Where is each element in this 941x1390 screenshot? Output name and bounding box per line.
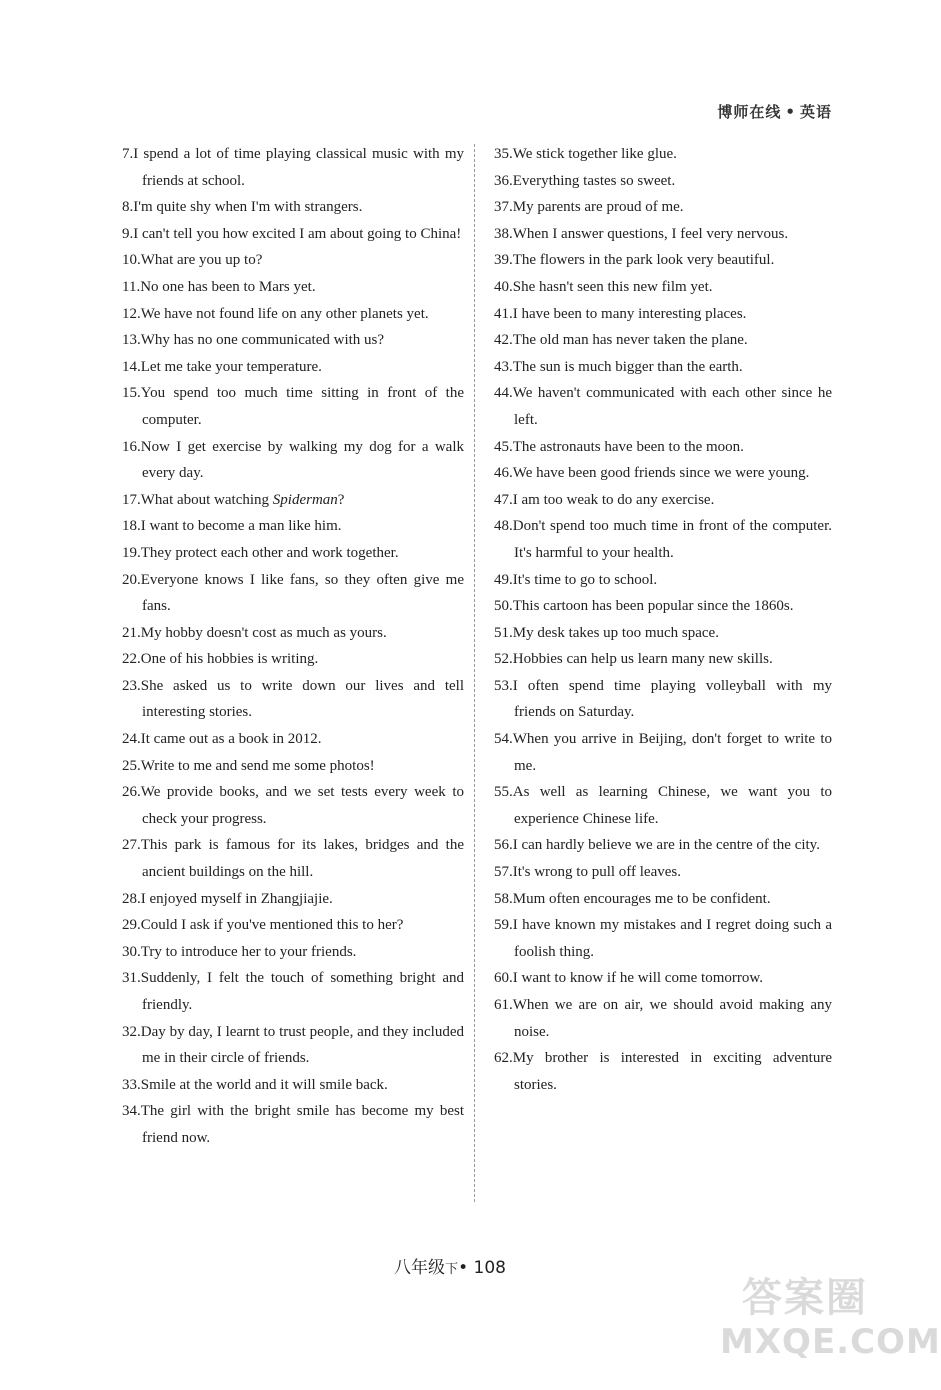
answer-item — [122, 327, 464, 354]
answer-number: 15. — [122, 385, 141, 402]
answer-text: When I answer questions, I feel very nervous. — [512, 225, 789, 242]
answer-item — [494, 886, 832, 913]
answer-text: No one has been to Mars yet. — [140, 278, 316, 295]
footer-term: 下 — [445, 1262, 459, 1277]
footer-grade: 八年级 — [394, 1258, 446, 1278]
answer-number: 43. — [494, 358, 513, 375]
answer-number: 46. — [494, 465, 513, 482]
answer-number: 25. — [122, 757, 141, 774]
answer-text: One of his hobbies is writing. — [140, 651, 319, 668]
answer-item — [122, 779, 464, 832]
answer-text: I have known my mistakes and I regret doing such a foolish thing. — [512, 917, 832, 960]
answer-text: We have not found life on any other planets yet. — [140, 305, 429, 322]
answer-number: 24. — [122, 731, 141, 748]
answer-item — [494, 460, 832, 487]
answer-number: 56. — [494, 837, 513, 854]
answer-item — [122, 939, 464, 966]
answer-text: She hasn't seen this new film yet. — [512, 278, 713, 295]
answer-text: You spend too much time sitting in front of the computer. — [140, 385, 464, 428]
answer-number: 8. — [122, 199, 134, 216]
column-divider — [474, 144, 475, 1202]
answer-number: 28. — [122, 890, 141, 907]
answer-item — [494, 380, 832, 433]
answer-number: 52. — [494, 651, 513, 668]
answer-item — [494, 859, 832, 886]
answer-text: We stick together like glue. — [512, 146, 677, 162]
answer-number: 11. — [122, 278, 141, 295]
answer-number: 19. — [122, 544, 141, 561]
answer-number: 20. — [122, 571, 141, 588]
answer-number: 18. — [122, 518, 141, 535]
answer-item — [122, 380, 464, 433]
answer-text: Everyone knows I like fans, so they often give me fans. — [140, 571, 464, 615]
answer-number: 48. — [494, 518, 513, 535]
answer-text: When we are on air, we should avoid making any noise. — [512, 997, 832, 1040]
answer-number: 49. — [494, 571, 513, 588]
answer-number: 37. — [494, 199, 513, 216]
answer-text: Why has no one communicated with us? — [140, 332, 385, 349]
answer-number: 14. — [122, 358, 141, 375]
answer-number: 10. — [122, 252, 141, 269]
answer-text: It's wrong to pull off leaves. — [512, 864, 681, 881]
answer-item — [122, 194, 464, 221]
answer-item — [494, 779, 832, 832]
answer-text: The astronauts have been to the moon. — [512, 438, 744, 455]
answer-item — [494, 620, 832, 647]
answer-number: 33. — [122, 1076, 141, 1093]
answer-item — [122, 141, 464, 194]
answer-text: I want to know if he will come tomorrow. — [512, 970, 763, 987]
answer-number: 55. — [494, 784, 513, 801]
answer-item — [494, 726, 832, 779]
answer-number: 61. — [494, 997, 513, 1013]
answer-item — [122, 301, 464, 328]
answer-text: Everything tastes so sweet. — [512, 172, 676, 189]
answer-number: 23. — [122, 677, 141, 694]
answer-number: 54. — [494, 731, 513, 748]
answer-number: 32. — [122, 1023, 141, 1040]
answer-number: 31. — [122, 970, 141, 987]
answer-number: 50. — [494, 598, 513, 615]
answer-number: 13. — [122, 332, 141, 349]
answer-text: Hobbies can help us learn many new skills. — [512, 651, 773, 668]
answer-item — [494, 992, 832, 1045]
answer-number: 26. — [122, 784, 141, 801]
answer-text: They protect each other and work together. — [140, 544, 399, 561]
answer-text: I'm quite shy when I'm with strangers. — [133, 199, 363, 216]
answer-item — [494, 434, 832, 461]
answer-number: 59. — [494, 917, 513, 934]
answer-text: I can hardly believe we are in the centre of the city. — [512, 837, 820, 854]
answer-text: The girl with the bright smile has become my best friend now. — [140, 1103, 464, 1146]
footer-separator: • — [458, 1258, 469, 1278]
answer-item — [122, 1019, 464, 1072]
running-header — [717, 101, 832, 122]
answer-text: The old man has never taken the plane. — [512, 332, 748, 349]
answer-item — [122, 434, 464, 487]
answer-number: 7. — [122, 146, 134, 162]
watermark-url: MXQE.COM — [720, 1322, 941, 1362]
answer-number: 57. — [494, 864, 513, 881]
answer-text: Don't spend too much time in front of the computer. It's harmful to your health. — [512, 518, 832, 561]
answer-text: I often spend time playing volleyball with my friends on Saturday. — [512, 677, 832, 721]
answer-item — [494, 141, 832, 168]
answer-number: 45. — [494, 438, 513, 455]
answer-number: 34. — [122, 1103, 141, 1120]
answer-text: When you arrive in Beijing, don't forget to write to me. — [512, 731, 832, 774]
answer-number: 58. — [494, 890, 513, 907]
answer-item — [122, 487, 464, 514]
answer-item — [494, 354, 832, 381]
answer-item — [122, 965, 464, 1018]
answer-item — [122, 540, 464, 567]
answer-text: Try to introduce her to your friends. — [140, 943, 357, 960]
answer-text: The flowers in the park look very beautiful. — [512, 252, 775, 269]
answer-number: 39. — [494, 252, 513, 269]
header-subject: 英语 — [799, 103, 832, 121]
answer-column-left — [122, 141, 464, 1152]
answer-text: I can't tell you how excited I am about going to China! — [133, 225, 462, 242]
answer-item — [122, 753, 464, 780]
answer-text: What are you up to? — [140, 252, 263, 269]
answer-text: We haven't communicated with each other since he left. — [512, 385, 832, 428]
answer-text: Write to me and send me some photos! — [140, 757, 375, 774]
answer-item — [122, 1072, 464, 1099]
answer-text: My brother is interested in exciting adventure stories. — [512, 1050, 832, 1093]
answer-item — [122, 886, 464, 913]
answer-item — [494, 274, 832, 301]
answer-text: I am too weak to do any exercise. — [512, 491, 715, 508]
watermark-logo-text: 答案圈 — [742, 1275, 868, 1321]
answer-text: Day by day, I learnt to trust people, and they included me in their circle of friends. — [140, 1023, 464, 1067]
answer-item — [122, 912, 464, 939]
answer-item — [122, 221, 464, 248]
answer-item — [494, 965, 832, 992]
answer-item — [494, 301, 832, 328]
answer-item — [122, 354, 464, 381]
page-number: 108 — [473, 1258, 506, 1278]
answer-item — [494, 673, 832, 726]
header-title: 博师在线 — [717, 103, 782, 121]
header-separator: • — [785, 103, 796, 121]
answer-text: We provide books, and we set tests every week to check your progress. — [140, 784, 464, 827]
answer-number: 16. — [122, 438, 141, 455]
answer-item — [122, 646, 464, 673]
answer-text: The sun is much bigger than the earth. — [512, 358, 743, 375]
answer-text: As well as learning Chinese, we want you to experience Chinese life. — [512, 784, 832, 827]
answer-text: Let me take your temperature. — [140, 358, 322, 375]
answer-item — [494, 327, 832, 354]
answer-number: 17. — [122, 491, 141, 508]
answer-number: 22. — [122, 651, 141, 668]
answer-text: What about watching Spiderman? — [140, 491, 345, 508]
answer-number: 51. — [494, 624, 513, 641]
answer-number: 35. — [494, 146, 513, 162]
answer-number: 62. — [494, 1050, 513, 1067]
answer-column-right — [494, 141, 832, 1098]
answer-item — [494, 593, 832, 620]
answer-text: My desk takes up too much space. — [512, 624, 719, 641]
answer-item — [122, 726, 464, 753]
answer-text: This cartoon has been popular since the 1860s. — [512, 598, 794, 615]
answer-number: 30. — [122, 943, 141, 960]
answer-number: 9. — [122, 225, 134, 242]
answer-number: 36. — [494, 172, 513, 189]
answer-item — [122, 274, 464, 301]
answer-item — [494, 832, 832, 859]
answer-item — [122, 1098, 464, 1151]
answer-number: 42. — [494, 332, 513, 349]
answer-item — [494, 912, 832, 965]
answer-item — [122, 673, 464, 726]
answer-item — [494, 1045, 832, 1098]
answer-item — [494, 247, 832, 274]
answer-text: My hobby doesn't cost as much as yours. — [140, 624, 387, 641]
answer-item — [122, 620, 464, 647]
answer-text: This park is famous for its lakes, bridges and the ancient buildings on the hill. — [140, 837, 464, 881]
answer-number: 60. — [494, 970, 513, 987]
site-watermark — [720, 1274, 941, 1386]
answer-item — [494, 194, 832, 221]
answer-text: Could I ask if you've mentioned this to her? — [140, 917, 404, 934]
answer-text: Suddenly, I felt the touch of something bright and friendly. — [140, 970, 464, 1013]
answer-number: 27. — [122, 837, 141, 854]
answer-number: 29. — [122, 917, 141, 934]
answer-item — [494, 168, 832, 195]
answer-number: 41. — [494, 305, 513, 322]
answer-text: I enjoyed myself in Zhangjiajie. — [140, 890, 333, 907]
answer-item — [122, 832, 464, 885]
answer-item — [122, 247, 464, 274]
answer-item — [122, 567, 464, 620]
answer-text: I want to become a man like him. — [140, 518, 342, 535]
answer-text: I have been to many interesting places. — [512, 305, 747, 322]
answer-number: 53. — [494, 677, 513, 694]
answer-text: It came out as a book in 2012. — [140, 731, 322, 748]
answer-text: She asked us to write down our lives and tell interesting stories. — [140, 677, 464, 721]
answer-number: 47. — [494, 491, 513, 508]
answer-number: 38. — [494, 225, 513, 242]
answer-text: We have been good friends since we were young. — [512, 465, 810, 482]
answer-item — [494, 646, 832, 673]
answer-number: 40. — [494, 278, 513, 295]
answer-number: 44. — [494, 385, 513, 402]
answer-item — [122, 513, 464, 540]
answer-text: Mum often encourages me to be confident. — [512, 890, 771, 907]
answer-text: My parents are proud of me. — [512, 199, 684, 216]
answer-text: Smile at the world and it will smile back. — [140, 1076, 388, 1093]
answer-text: I spend a lot of time playing classical music with my friends at school. — [133, 146, 464, 189]
answer-text: It's time to go to school. — [512, 571, 658, 588]
answer-text: Now I get exercise by walking my dog for a walk every day. — [140, 438, 464, 482]
answer-item — [494, 487, 832, 514]
answer-item — [494, 513, 832, 566]
answer-number: 21. — [122, 624, 141, 641]
answer-item — [494, 567, 832, 594]
answer-number: 12. — [122, 305, 141, 322]
answer-item — [494, 221, 832, 248]
